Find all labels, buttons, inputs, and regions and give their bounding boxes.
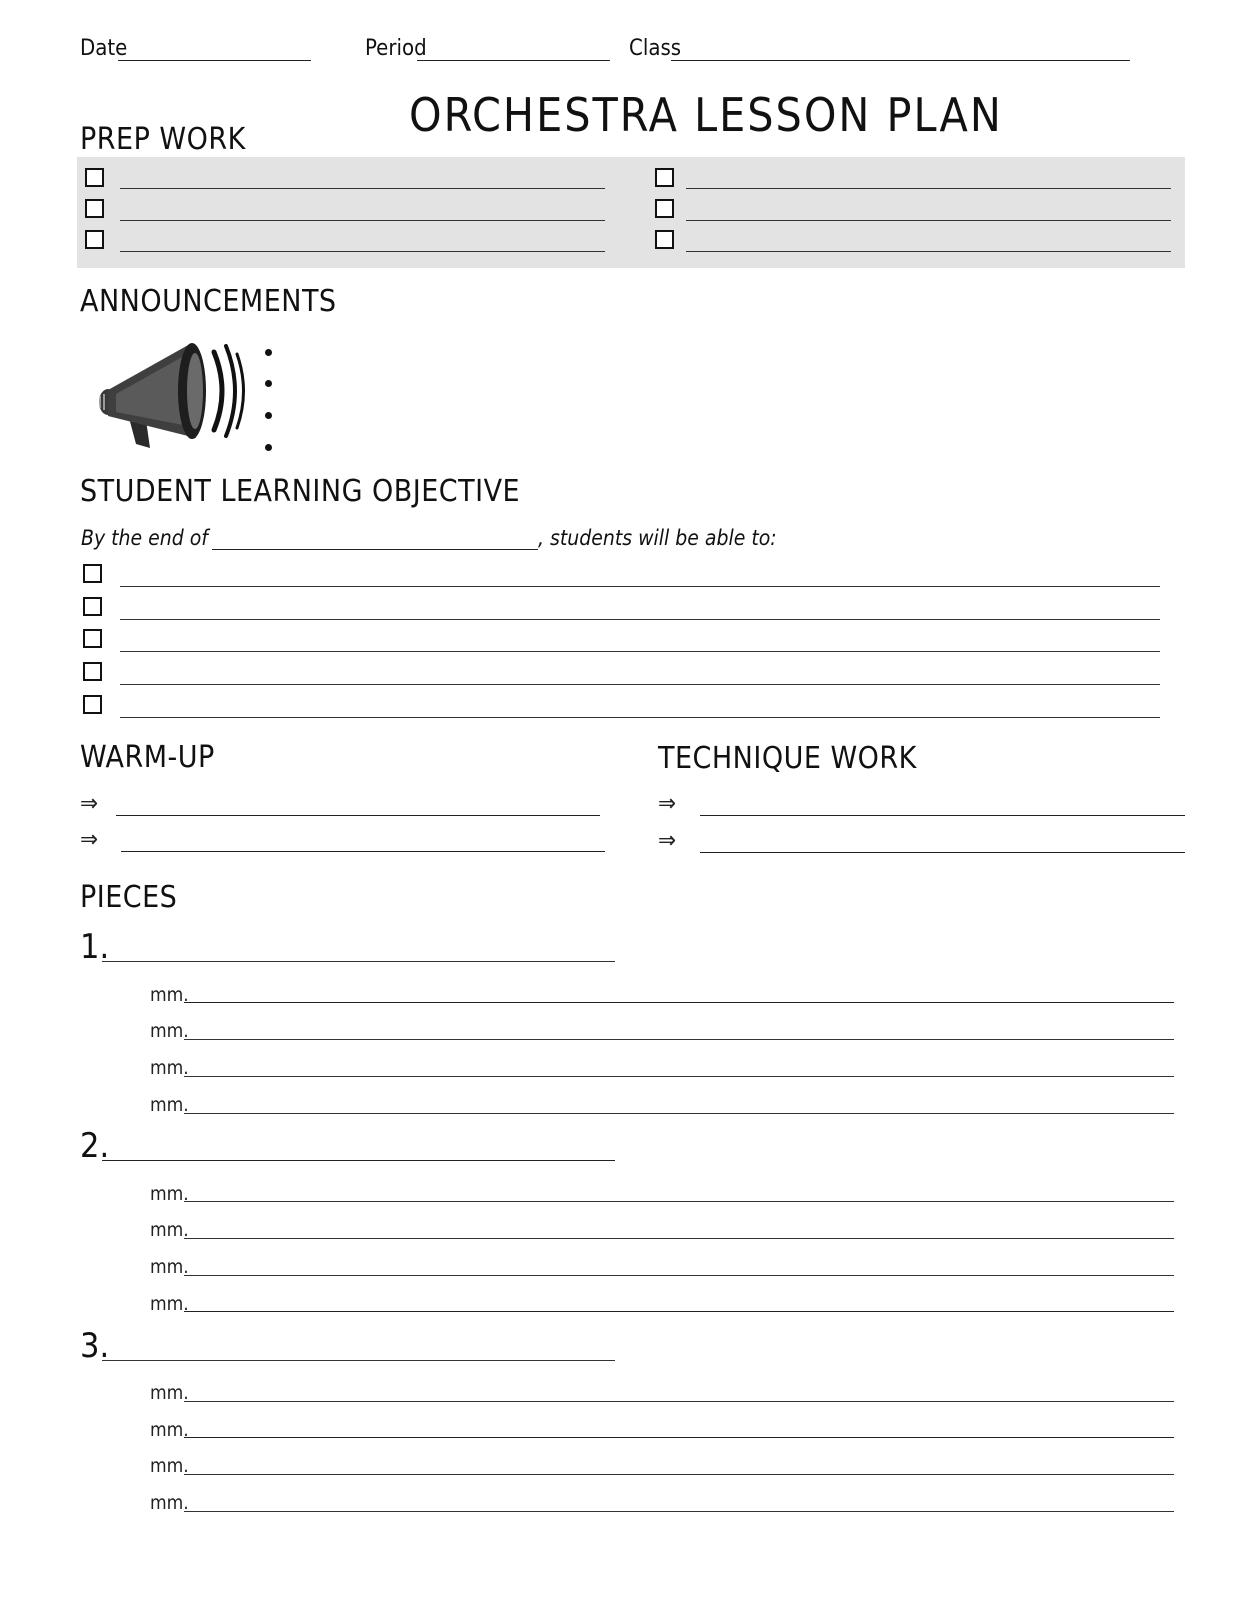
prep-checkbox-2[interactable]	[85, 199, 104, 218]
prep-work-panel	[77, 157, 1185, 268]
prep-work-heading: PREP WORK	[80, 122, 246, 157]
objective-checkbox-3[interactable]	[83, 629, 102, 648]
objective-checkbox-2[interactable]	[83, 597, 102, 616]
measure-line[interactable]	[184, 1474, 1174, 1475]
measure-line[interactable]	[184, 1238, 1174, 1239]
piece-title-line-3[interactable]	[102, 1360, 615, 1361]
measure-label: mm.	[150, 1382, 189, 1404]
prep-checkbox-4[interactable]	[655, 168, 674, 187]
bullet-icon	[265, 444, 272, 451]
measure-line[interactable]	[184, 1311, 1174, 1312]
prep-line-6[interactable]	[686, 251, 1171, 252]
arrow-icon: ⇒	[658, 826, 677, 854]
measure-label: mm.	[150, 984, 189, 1006]
piece-title-line-2[interactable]	[102, 1160, 615, 1161]
measure-label: mm.	[150, 1094, 189, 1116]
warm-up-line-1[interactable]	[116, 815, 600, 816]
technique-line-1[interactable]	[700, 815, 1185, 816]
measure-line[interactable]	[184, 1201, 1174, 1202]
prep-checkbox-3[interactable]	[85, 230, 104, 249]
measure-line[interactable]	[184, 1275, 1174, 1276]
measure-label: mm.	[150, 1419, 189, 1441]
objective-line-3[interactable]	[120, 651, 1160, 652]
prep-line-2[interactable]	[120, 220, 605, 221]
piece-title-line-1[interactable]	[102, 961, 615, 962]
objective-line-2[interactable]	[120, 619, 1160, 620]
technique-work-heading: TECHNIQUE WORK	[658, 741, 917, 776]
announcements-heading: ANNOUNCEMENTS	[80, 284, 337, 319]
arrow-icon: ⇒	[658, 789, 677, 817]
bullet-icon	[265, 349, 272, 356]
measure-label: mm.	[150, 1256, 189, 1278]
objective-timeframe-field[interactable]	[212, 549, 538, 550]
period-label: Period	[365, 36, 427, 61]
measure-line[interactable]	[184, 1076, 1174, 1077]
page-title: ORCHESTRA LESSON PLAN	[409, 88, 1003, 142]
objective-prefix: By the end of	[81, 526, 208, 550]
measure-label: mm.	[150, 1057, 189, 1079]
date-field[interactable]	[118, 60, 311, 61]
prep-line-5[interactable]	[686, 220, 1171, 221]
prep-checkbox-1[interactable]	[85, 168, 104, 187]
date-label: Date	[80, 36, 128, 61]
megaphone-icon	[92, 336, 252, 458]
objective-suffix: , students will be able to:	[538, 526, 777, 550]
objective-line-5[interactable]	[120, 717, 1160, 718]
piece-number: 1.	[80, 927, 110, 967]
objective-checkbox-1[interactable]	[83, 564, 102, 583]
warm-up-line-2[interactable]	[121, 851, 605, 852]
measure-label: mm.	[150, 1293, 189, 1315]
piece-number: 3.	[80, 1326, 110, 1366]
technique-line-2[interactable]	[700, 852, 1185, 853]
objective-checkbox-4[interactable]	[83, 662, 102, 681]
class-field[interactable]	[671, 60, 1130, 61]
measure-line[interactable]	[184, 1039, 1174, 1040]
measure-line[interactable]	[184, 1511, 1174, 1512]
measure-label: mm.	[150, 1020, 189, 1042]
measure-label: mm.	[150, 1219, 189, 1241]
bullet-icon	[265, 412, 272, 419]
objective-heading: STUDENT LEARNING OBJECTIVE	[80, 474, 521, 509]
measure-label: mm.	[150, 1183, 189, 1205]
prep-checkbox-6[interactable]	[655, 230, 674, 249]
pieces-heading: PIECES	[80, 880, 178, 915]
measure-label: mm.	[150, 1455, 189, 1477]
objective-line-4[interactable]	[120, 684, 1160, 685]
class-label: Class	[629, 36, 682, 61]
prep-checkbox-5[interactable]	[655, 199, 674, 218]
prep-line-4[interactable]	[686, 188, 1171, 189]
measure-line[interactable]	[184, 1437, 1174, 1438]
arrow-icon: ⇒	[80, 789, 99, 817]
measure-line[interactable]	[184, 1401, 1174, 1402]
measure-label: mm.	[150, 1492, 189, 1514]
measure-line[interactable]	[184, 1002, 1174, 1003]
piece-number: 2.	[80, 1126, 110, 1166]
period-field[interactable]	[417, 60, 610, 61]
objective-line-1[interactable]	[120, 586, 1160, 587]
prep-line-3[interactable]	[120, 251, 605, 252]
prep-line-1[interactable]	[120, 188, 605, 189]
arrow-icon: ⇒	[80, 825, 99, 853]
warm-up-heading: WARM-UP	[80, 740, 215, 775]
bullet-icon	[265, 380, 272, 387]
measure-line[interactable]	[184, 1113, 1174, 1114]
objective-checkbox-5[interactable]	[83, 695, 102, 714]
